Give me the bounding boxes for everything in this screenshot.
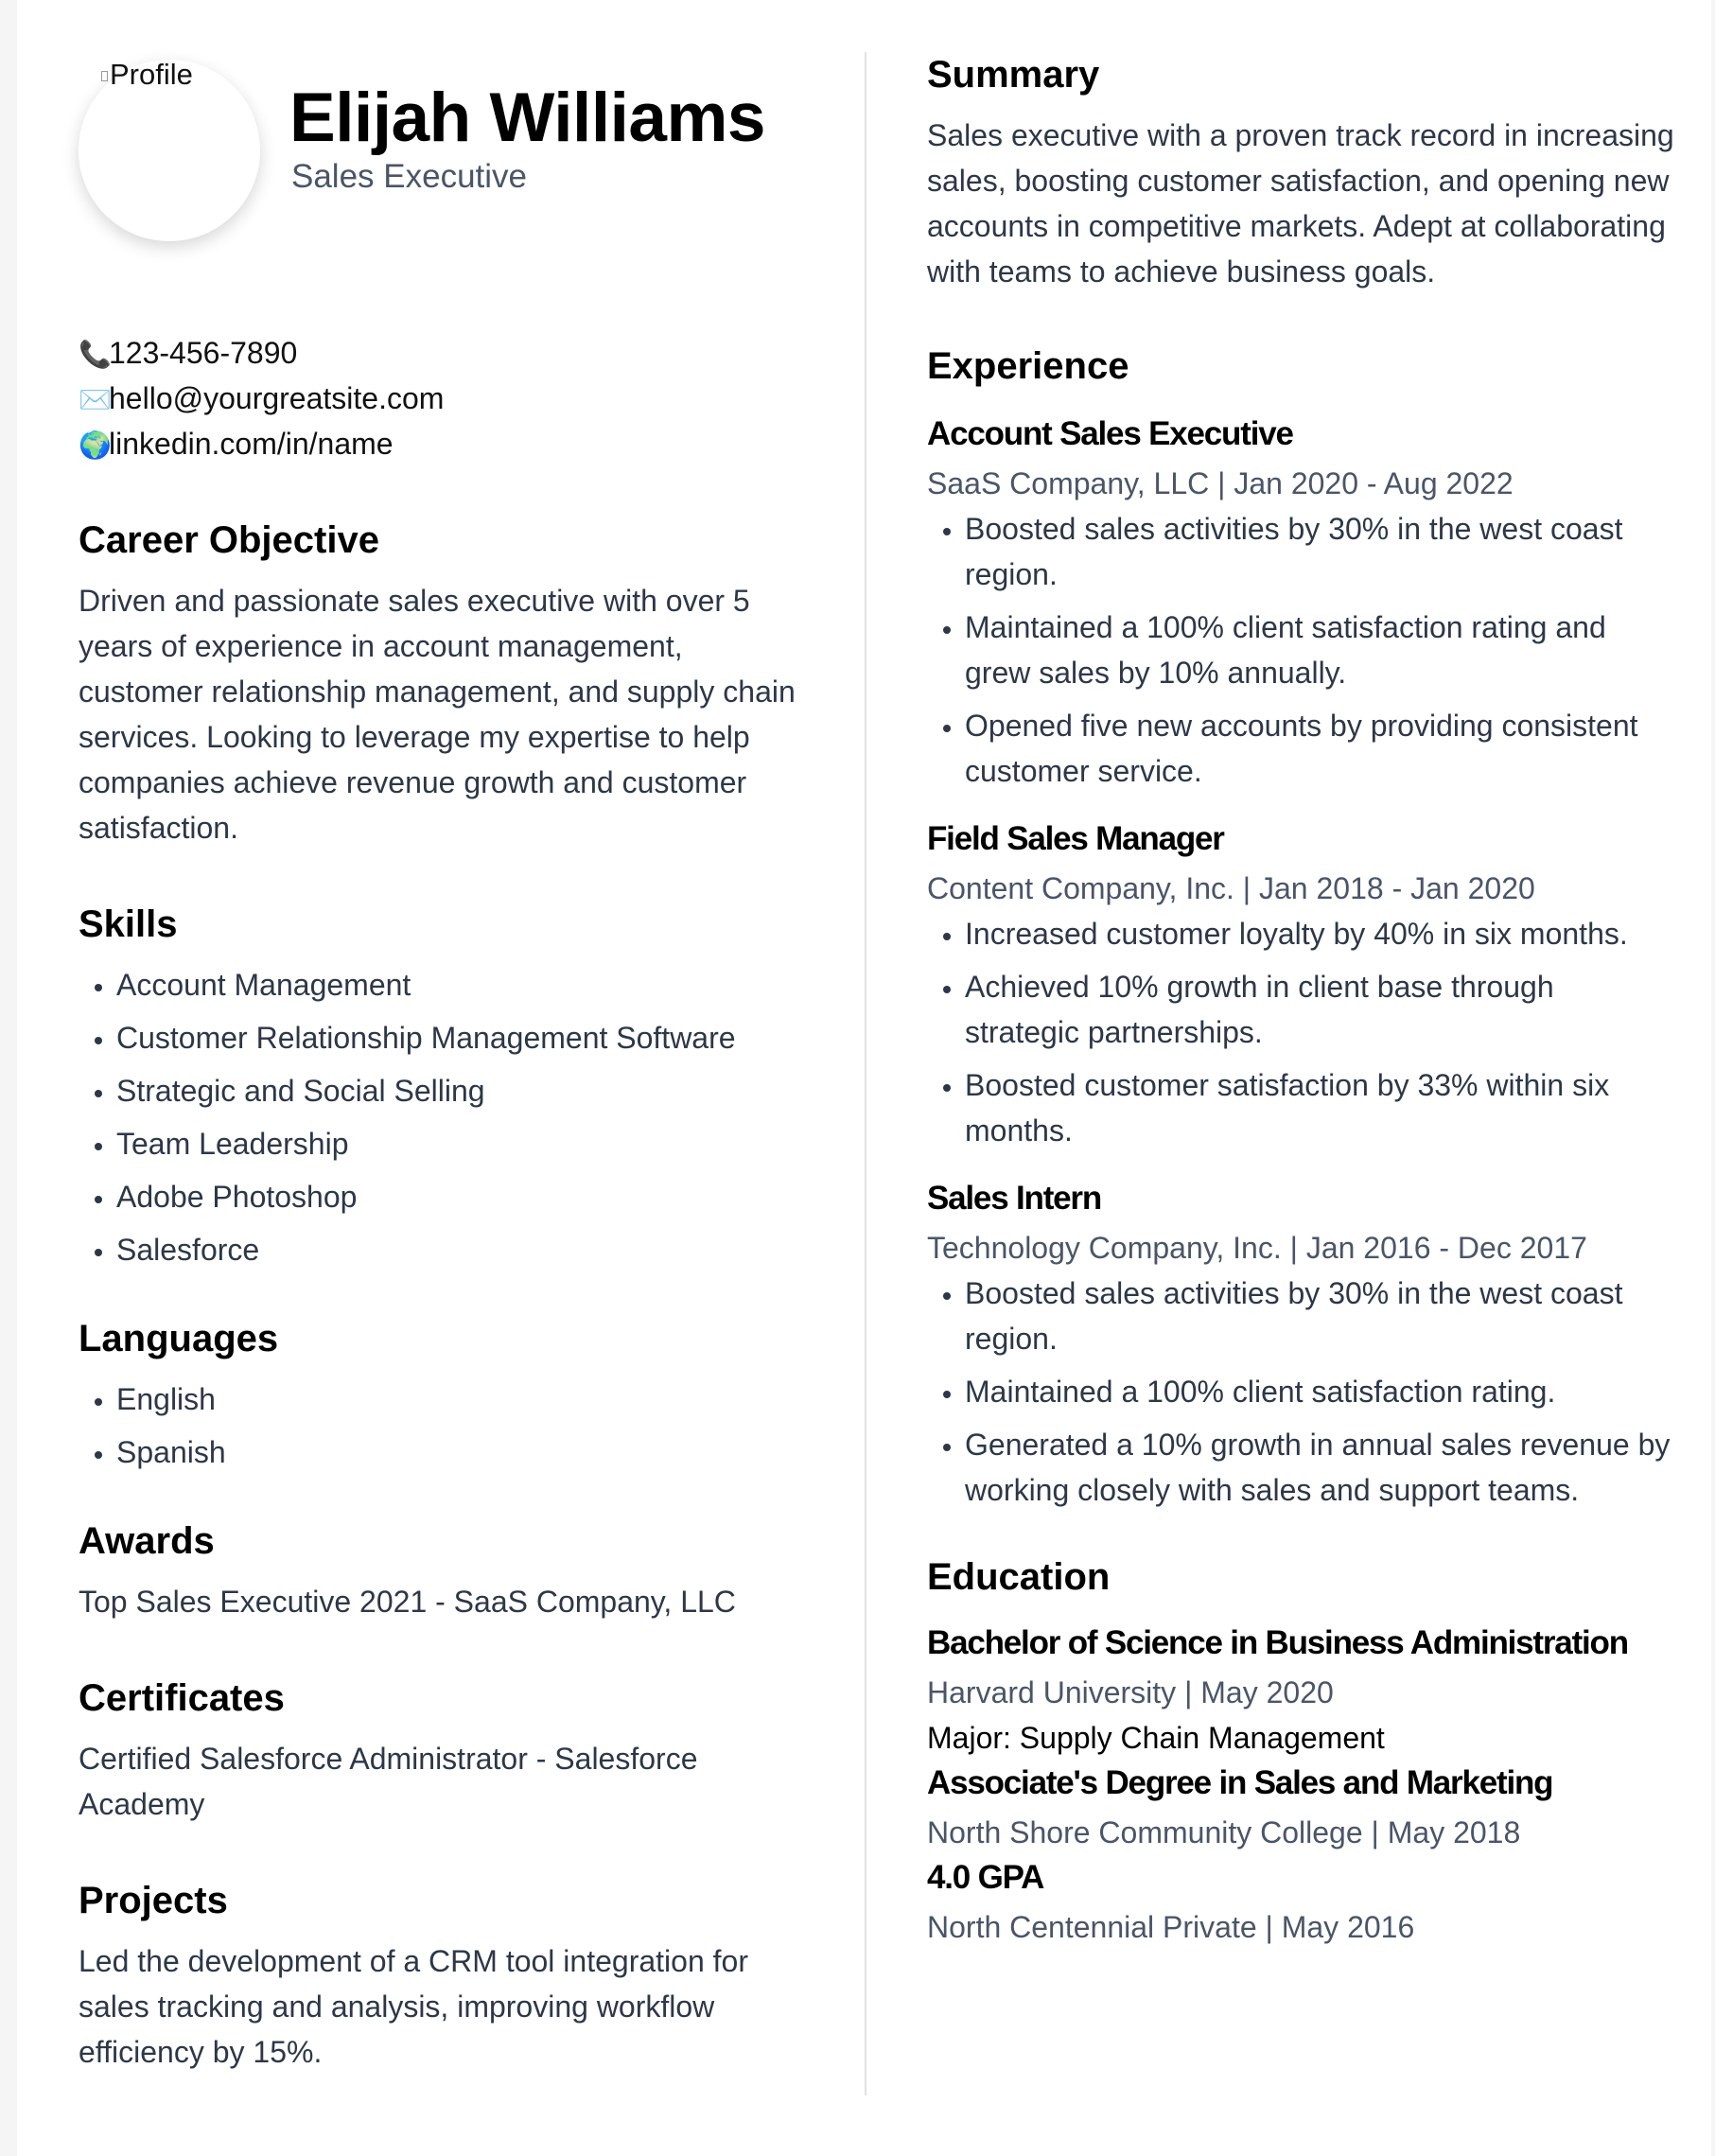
projects-text: Led the development of a CRM tool integration for sales tracking and analysis, improving workflow efficiency by 15%. xyxy=(79,1944,748,2069)
left-column xyxy=(79,52,807,2075)
education-meta: North Shore Community College | May 2018 xyxy=(927,1815,1521,1849)
list-item: • Maintained a 100% client satisfaction rating. xyxy=(965,1369,1674,1414)
education-degree: Associate's Degree in Sales and Marketing xyxy=(927,1764,1553,1801)
experience-bullets xyxy=(927,911,1674,1153)
projects-heading: Projects xyxy=(79,1880,228,1921)
globe-icon: 🌍 xyxy=(79,430,112,460)
broken-image-icon xyxy=(101,71,108,81)
skills-list xyxy=(79,962,807,1272)
contact-info xyxy=(79,330,807,466)
job-title: Sales Executive xyxy=(291,158,528,195)
experience-entry xyxy=(927,816,1674,1153)
experience-title: Sales Intern xyxy=(927,1180,1102,1217)
column-divider xyxy=(865,52,866,2095)
experience-heading: Experience xyxy=(927,345,1129,387)
contact-phone: 📞123-456-7890 xyxy=(79,330,807,376)
list-item: • Maintained a 100% client satisfaction rating and grew sales by 10% annually. xyxy=(965,605,1674,695)
list-item: • Salesforce xyxy=(116,1227,807,1272)
education-degree: Bachelor of Science in Business Administration xyxy=(927,1624,1628,1661)
education-entry xyxy=(927,1761,1674,1855)
email-icon: ✉️ xyxy=(79,385,112,414)
contact-linkedin: 🌍linkedin.com/in/name xyxy=(79,421,807,466)
summary-heading: Summary xyxy=(927,54,1100,96)
experience-bullets xyxy=(927,1271,1674,1513)
education-degree: 4.0 GPA xyxy=(927,1859,1044,1896)
education-meta: Harvard University | May 2020 xyxy=(927,1675,1334,1709)
list-item: • Adobe Photoshop xyxy=(116,1174,807,1219)
languages-list xyxy=(79,1376,807,1475)
awards-heading: Awards xyxy=(79,1520,215,1562)
experience-meta: Technology Company, Inc. | Jan 2016 - Dec 2017 xyxy=(927,1231,1587,1265)
list-item: • Increased customer loyalty by 40% in six months. xyxy=(965,911,1674,956)
education-heading: Education xyxy=(927,1556,1111,1598)
education-entry xyxy=(927,1621,1674,1761)
skills-heading: Skills xyxy=(79,903,178,945)
experience-meta: Content Company, Inc. | Jan 2018 - Jan 2020 xyxy=(927,871,1535,905)
experience-title: Field Sales Manager xyxy=(927,820,1224,857)
list-item: • Spanish xyxy=(116,1429,807,1475)
list-item: • Opened five new accounts by providing consistent customer service. xyxy=(965,703,1674,794)
education-meta: North Centennial Private | May 2016 xyxy=(927,1910,1415,1944)
certificates-text: Certified Salesforce Administrator - Salesforce Academy xyxy=(79,1742,698,1821)
experience-bullets xyxy=(927,506,1674,794)
certificates-heading: Certificates xyxy=(79,1677,285,1719)
list-item: • Customer Relationship Management Software xyxy=(116,1015,807,1060)
summary-text: Sales executive with a proven track record in increasing sales, boosting customer satisfaction, and opening new accounts in competitive markets. Adept at collaborating with teams to achieve business goals. xyxy=(927,118,1674,289)
list-item: • Account Management xyxy=(116,962,807,1008)
languages-heading: Languages xyxy=(79,1318,279,1359)
education-major: Major: Supply Chain Management xyxy=(927,1721,1385,1755)
list-item: • Boosted customer satisfaction by 33% within six months. xyxy=(965,1062,1674,1153)
list-item: • Achieved 10% growth in client base through strategic partnerships. xyxy=(965,964,1674,1055)
experience-entry xyxy=(927,1176,1674,1513)
phone-icon: 📞 xyxy=(79,340,112,369)
resume-page xyxy=(17,0,1711,2156)
contact-email: ✉️hello@yourgreatsite.com xyxy=(79,376,807,421)
list-item: • Strategic and Social Selling xyxy=(116,1068,807,1113)
list-item: • Boosted sales activities by 30% in the west coast region. xyxy=(965,1271,1674,1361)
experience-entry xyxy=(927,412,1674,794)
career-objective-heading: Career Objective xyxy=(79,519,379,561)
list-item: • Boosted sales activities by 30% in the west coast region. xyxy=(965,506,1674,597)
profile-header xyxy=(79,52,807,241)
experience-meta: SaaS Company, LLC | Jan 2020 - Aug 2022 xyxy=(927,466,1514,500)
list-item: • Generated a 10% growth in annual sales revenue by working closely with sales and support teams. xyxy=(965,1422,1674,1513)
right-column xyxy=(927,52,1674,1950)
experience-title: Account Sales Executive xyxy=(927,415,1293,452)
person-name: Elijah Williams xyxy=(289,79,766,156)
awards-text: Top Sales Executive 2021 - SaaS Company, LLC xyxy=(79,1585,736,1619)
list-item: • Team Leadership xyxy=(116,1121,807,1166)
education-entry xyxy=(927,1855,1674,1950)
career-objective-text: Driven and passionate sales executive with over 5 years of experience in account management, customer relationship management, and supply chain services. Looking to leverage my expertise to help companies achieve revenue growth and customer satisfaction. xyxy=(79,584,796,845)
list-item: • English xyxy=(116,1376,807,1422)
avatar-alt-text: Profile xyxy=(101,58,193,92)
